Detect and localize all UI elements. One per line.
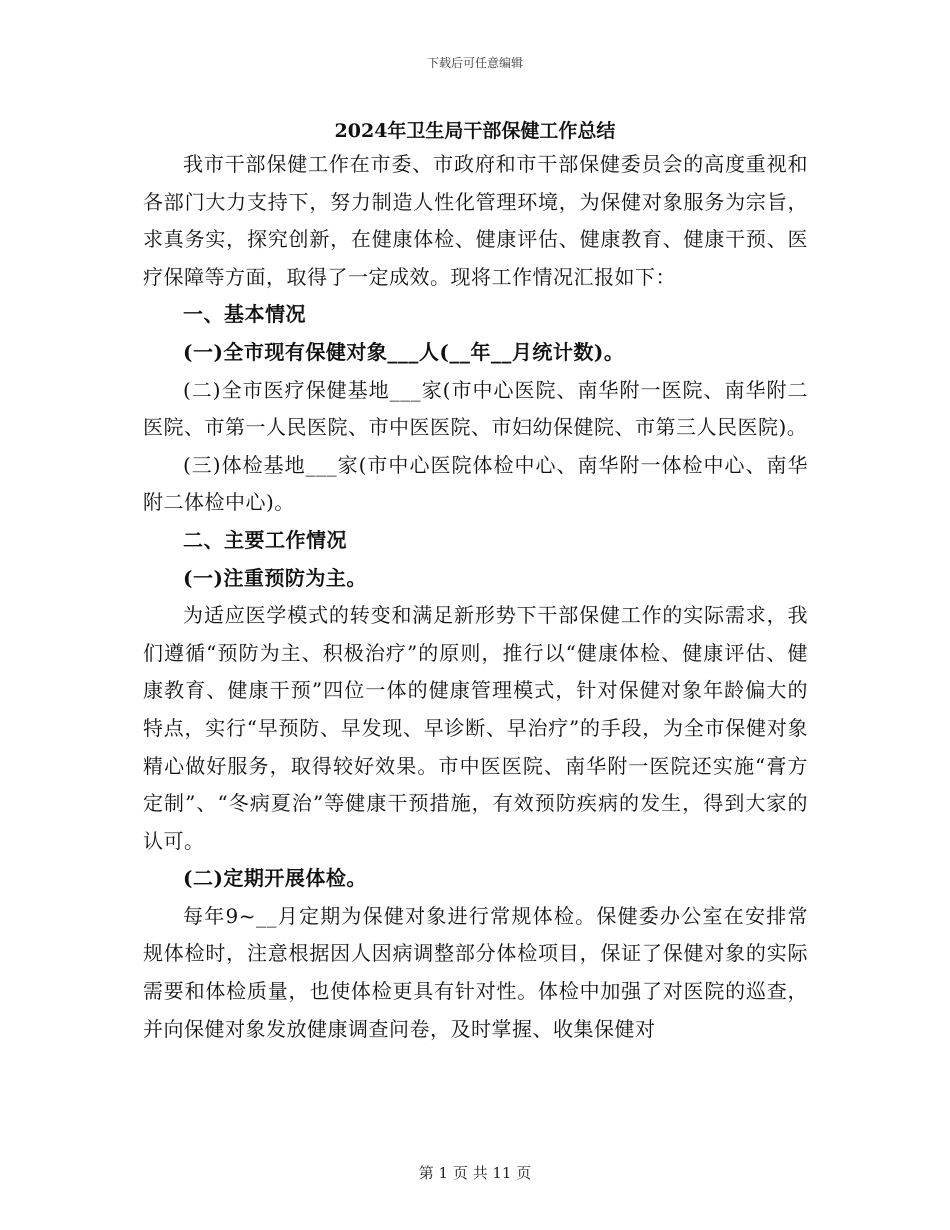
paragraph-medical-bases: (二)全市医疗保健基地___家(市中心医院、南华附一医院、南华附二医院、市第一人民医院、市中医医院、市妇幼保健院、市第三人民医院)。 — [143, 377, 808, 440]
document-body — [143, 146, 808, 1048]
subheading-prevention-first: (一)注重预防为主。 — [183, 565, 367, 590]
paragraph-prevention: 为适应医学模式的转变和满足新形势下干部保健工作的实际需求，我们遵循“预防为主、积极治疗”的原则，推行以“健康体检、健康评估、健康教育、健康干预”四位一体的健康管理模式，针对保健对象年龄偏大的特点，实行“早预防、早发现、早诊断、早治疗”的手段，为全市保健对象精心做好服务，取得较好效果。市中医医院、南华附一医院还实施“膏方定制”、“冬病夏治”等健康干预措施，有效预防疾病的发生，得到大家的认可。 — [143, 603, 808, 853]
paragraph-intro: 我市干部保健工作在市委、市政府和市干部保健委员会的高度重视和各部门大力支持下，努力制造人性化管理环境，为保健对象服务为宗旨，求真务实，探究创新，在健康体检、健康评估、健康教育、健康干预、医疗保障等方面，取得了一定成效。现将工作情况汇报如下： — [143, 152, 808, 289]
subheading-health-care-recipients: (一)全市现有保健对象___人(__年__月统计数)。 — [183, 339, 625, 364]
subheading-regular-checkups: (二)定期开展体检。 — [183, 866, 367, 891]
page-header-note: 下载后可任意编辑 — [426, 56, 523, 70]
document-title: 2024年卫生局干部保健工作总结 — [334, 120, 616, 142]
paragraph-checkup-bases: (三)体检基地___家(市中心医院体检中心、南华附一体检中心、南华附二体检中心)。 — [143, 452, 808, 515]
section-heading-basic-situation: 一、基本情况 — [183, 302, 306, 327]
page-number-footer: 第 1 页 共 11 页 — [418, 1164, 532, 1182]
paragraph-checkups: 每年9~__月定期为保健对象进行常规体检。保健委办公室在安排常规体检时，注意根据因人因病调整部分体检项目，保证了保健对象的实际需要和体检质量，也使体检更具有针对性。体检中加强了对医院的巡查，并向保健对象发放健康调查问卷，及时掌握、收集保健对 — [143, 903, 808, 1041]
section-heading-main-work: 二、主要工作情况 — [183, 527, 347, 552]
